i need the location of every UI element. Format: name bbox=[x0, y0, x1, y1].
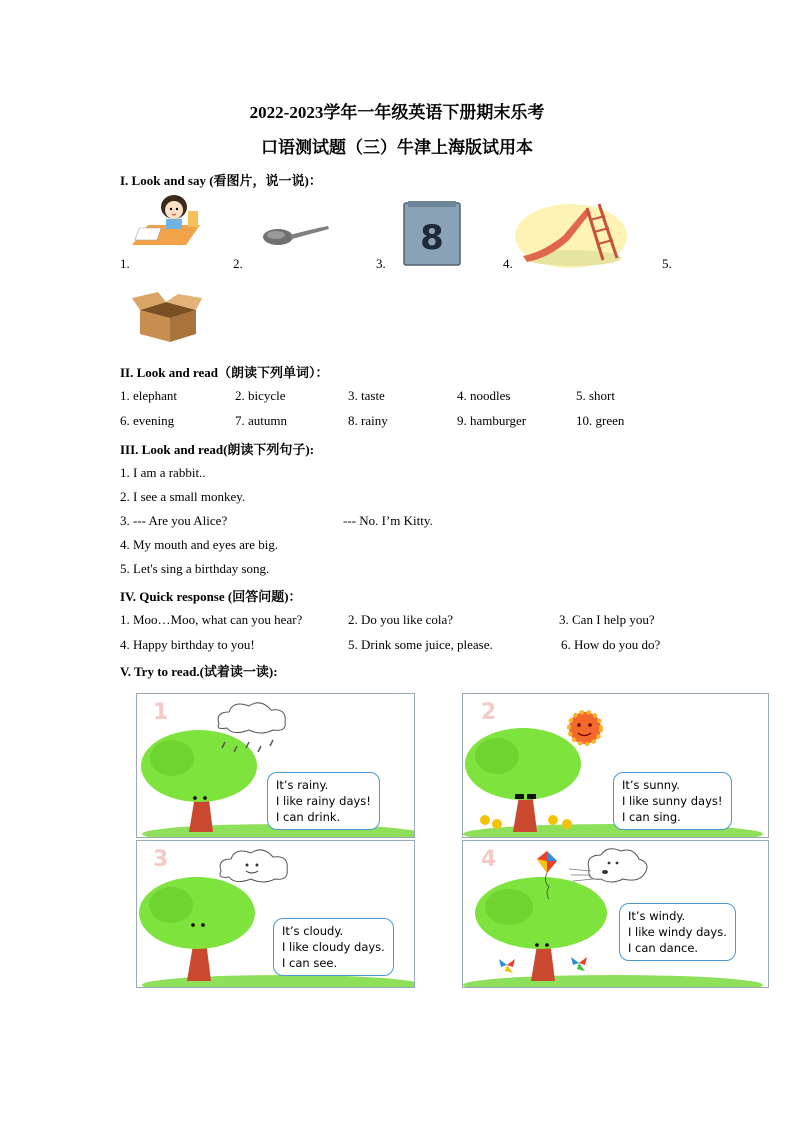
question-item: 4. Happy birthday to you! bbox=[120, 637, 255, 652]
panel-number: 1 bbox=[153, 700, 169, 725]
panel-number: 3 bbox=[153, 847, 169, 872]
panel-number: 2 bbox=[481, 700, 497, 725]
question-item: 3. Can I help you? bbox=[559, 612, 655, 627]
story-panel-rainy bbox=[136, 693, 415, 838]
girl-writing-icon bbox=[130, 193, 202, 253]
sentence-item: 1. I am a rabbit.. bbox=[120, 465, 206, 480]
speech-bubble bbox=[613, 772, 732, 830]
bubble-line: I like cloudy days. bbox=[282, 940, 385, 954]
item-number-5: 5. bbox=[662, 256, 672, 271]
question-item: 1. Moo…Moo, what can you hear? bbox=[120, 612, 303, 627]
sun-icon bbox=[569, 712, 601, 744]
sentence-item: 4. My mouth and eyes are big. bbox=[120, 537, 279, 552]
item-number-1: 1. bbox=[120, 256, 130, 271]
slide-icon bbox=[513, 196, 629, 270]
cloud-icon bbox=[220, 850, 287, 882]
word-item: 7. autumn bbox=[235, 413, 287, 428]
item-number-4: 4. bbox=[503, 256, 513, 271]
question-item: 2. Do you like cola? bbox=[348, 612, 454, 627]
section-2-heading: II. Look and read（朗读下列单词）： bbox=[120, 365, 329, 380]
question-item: 5. Drink some juice, please. bbox=[348, 637, 493, 652]
section-4-heading: IV. Quick response (回答问题)： bbox=[120, 589, 302, 604]
bubble-line: I like rainy days! bbox=[276, 794, 371, 808]
word-item: 8. rainy bbox=[348, 413, 388, 428]
item-number-3: 3. bbox=[376, 256, 386, 271]
section-3-heading: III. Look and read(朗读下列句子): bbox=[120, 442, 315, 457]
word-item: 5. short bbox=[576, 388, 615, 403]
speech-bubble bbox=[619, 903, 736, 961]
section-1-heading: I. Look and say (看图片，说一说)： bbox=[120, 173, 322, 188]
word-item: 3. taste bbox=[348, 388, 385, 403]
item-number-2: 2. bbox=[233, 256, 243, 271]
wind-cloud-icon bbox=[569, 849, 647, 882]
bubble-line: I can drink. bbox=[276, 810, 341, 824]
bubble-line: It’s rainy. bbox=[276, 778, 329, 792]
word-item: 10. green bbox=[576, 413, 625, 428]
page-subtitle: 口语测试题（三）牛津上海版试用本 bbox=[261, 138, 533, 157]
speech-bubble bbox=[273, 918, 394, 976]
bubble-line: I can dance. bbox=[628, 941, 699, 955]
section-5-heading: V. Try to read.(试着读一读): bbox=[120, 664, 278, 679]
spoon-icon bbox=[262, 224, 330, 246]
sentence-item: 5. Let's sing a birthday song. bbox=[120, 561, 270, 576]
number-eight-card-icon bbox=[402, 199, 462, 267]
box-icon bbox=[130, 290, 204, 344]
bubble-line: I like windy days. bbox=[628, 925, 727, 939]
bubble-line: I can sing. bbox=[622, 810, 681, 824]
bubble-line: It’s sunny. bbox=[622, 778, 680, 792]
panel-number: 4 bbox=[481, 847, 497, 872]
story-panel-windy bbox=[462, 840, 769, 988]
bubble-line: I like sunny days! bbox=[622, 794, 723, 808]
word-item: 9. hamburger bbox=[457, 413, 527, 428]
word-item: 4. noodles bbox=[457, 388, 511, 403]
bubble-line: It’s windy. bbox=[628, 909, 686, 923]
word-item: 6. evening bbox=[120, 413, 175, 428]
bubble-line: It’s cloudy. bbox=[282, 924, 344, 938]
speech-bubble bbox=[267, 772, 380, 830]
page-title: 2022-2023学年一年级英语下册期末乐考 bbox=[249, 103, 545, 122]
sentence-item: 2. I see a small monkey. bbox=[120, 489, 246, 504]
story-panel-cloudy bbox=[136, 840, 415, 988]
bubble-line: I can see. bbox=[282, 956, 338, 970]
svg-text:8: 8 bbox=[420, 218, 444, 258]
question-item: 6. How do you do? bbox=[561, 637, 661, 652]
sentence-item: --- No. I’m Kitty. bbox=[343, 513, 433, 528]
story-panel-sunny bbox=[462, 693, 769, 838]
sentence-item: 3. --- Are you Alice? bbox=[120, 513, 228, 528]
word-item: 1. elephant bbox=[120, 388, 178, 403]
word-item: 2. bicycle bbox=[235, 388, 286, 403]
